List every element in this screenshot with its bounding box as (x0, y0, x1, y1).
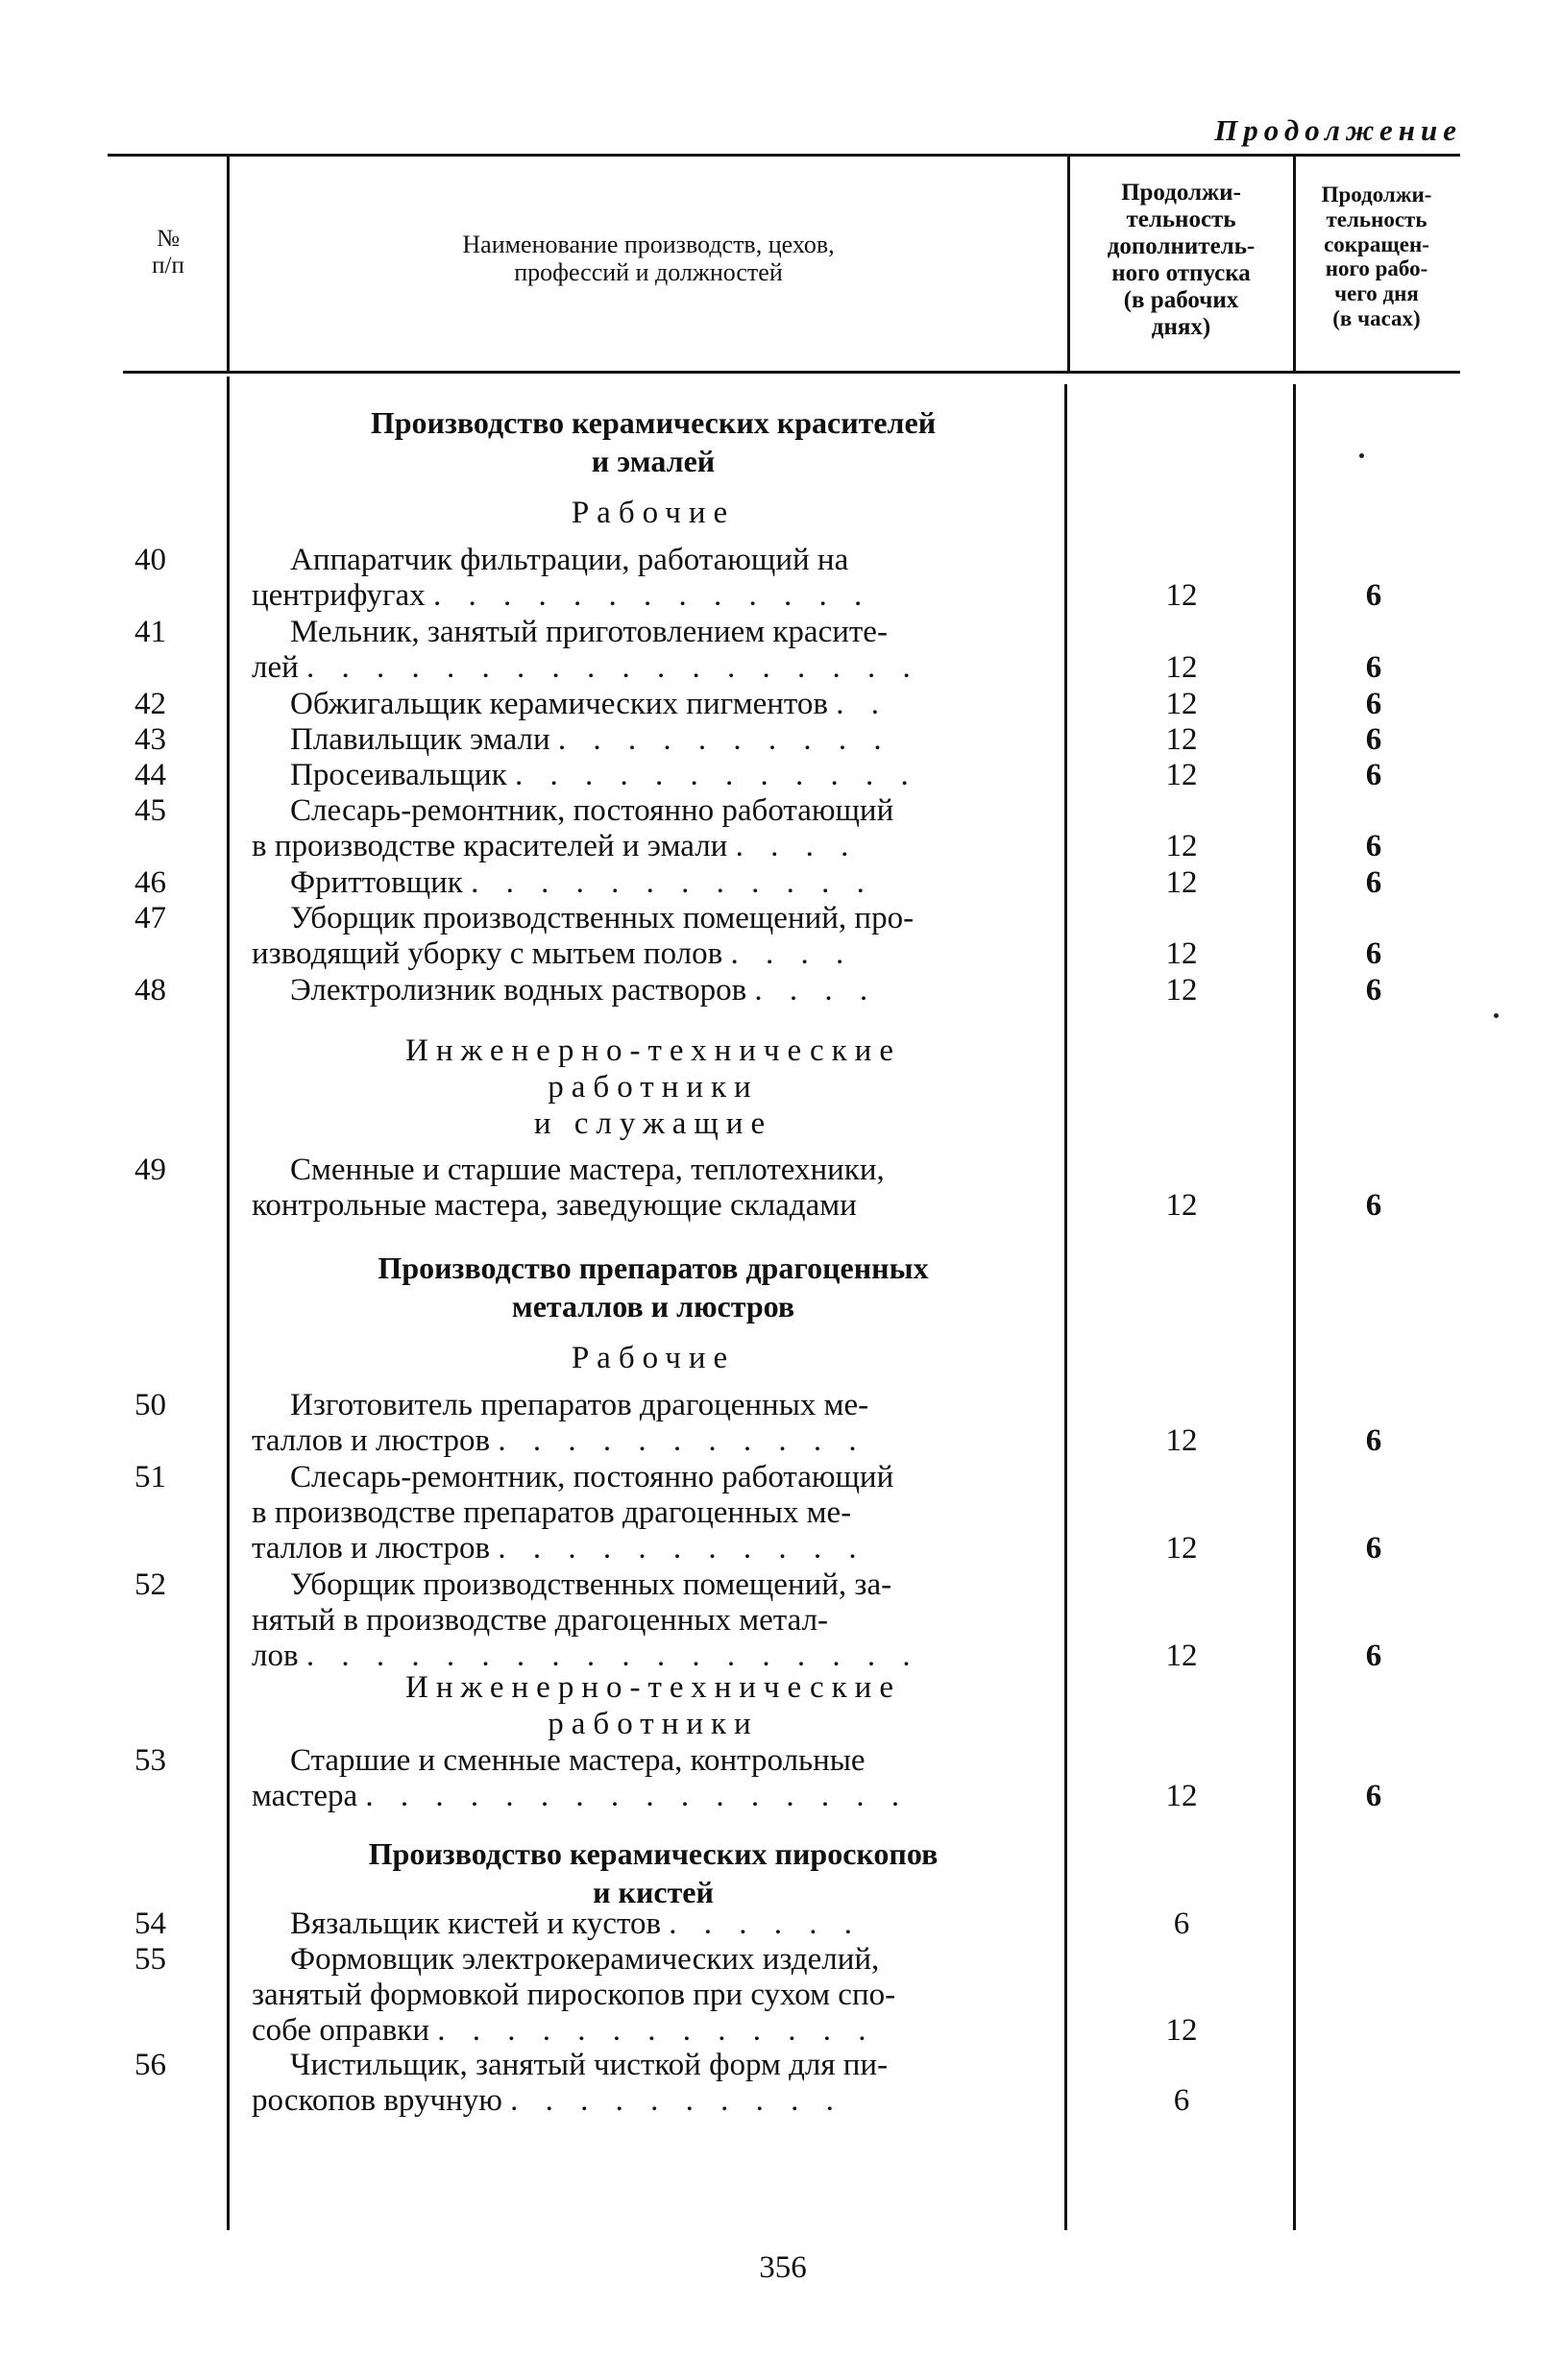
row-name-line: Изготовитель препаратов драгоценных ме- (290, 1388, 869, 1422)
leader-dots: . . (836, 687, 889, 721)
section-title (250, 403, 1057, 480)
reduced-hours: 6 (1365, 1639, 1382, 1673)
leader-dots: . . . . . . (669, 1906, 863, 1941)
title-line: и кистей (593, 1875, 714, 1909)
row-name (252, 543, 1054, 614)
row-name (252, 615, 1054, 686)
row-number: 50 (134, 1388, 166, 1422)
row-number: 42 (134, 687, 166, 721)
header-workday-duration: Продолжи- тельность сокращен- ного рабо- чего дня (в часах) (1321, 182, 1432, 330)
row-name-line: Вязальщик кистей и кустов (290, 1906, 662, 1941)
row-number: 52 (134, 1567, 166, 1602)
vacation-days: 6 (1173, 1906, 1190, 1941)
reduced-hours: 6 (1365, 650, 1382, 685)
leader-dots: . . . . . . . . . . . (498, 1531, 866, 1566)
row-name (252, 687, 1054, 722)
row-name (252, 901, 1054, 972)
row-name-line: роскопов вручную (252, 2083, 502, 2118)
reduced-hours: 6 (1365, 722, 1382, 757)
vacation-days: 12 (1165, 973, 1198, 1008)
column-rule-1 (227, 157, 230, 371)
title-line: металлов и люстров (511, 1289, 795, 1324)
vacation-days: 12 (1165, 650, 1198, 685)
ink-speck (1359, 453, 1364, 458)
vacation-days: 12 (1165, 1531, 1198, 1566)
section-title (250, 1834, 1057, 1911)
row-number: 47 (134, 901, 166, 935)
row-number: 43 (134, 722, 166, 757)
leader-dots: . . . . . . . . . . . . (471, 865, 874, 900)
row-name-line: Мельник, занятый приготовлением красите- (290, 615, 888, 649)
row-name-line: Уборщик производственных помещений, за- (290, 1567, 892, 1602)
reduced-hours: 6 (1365, 936, 1382, 971)
row-name-line: нятый в производстве драгоценных метал- (252, 1603, 829, 1638)
header-vacation-duration: Продолжи- тельность дополнитель- ного отпуска (в рабочих днях) (1107, 180, 1256, 340)
row-name (252, 865, 1054, 901)
subsection-title (250, 1032, 1057, 1142)
row-number: 40 (134, 543, 166, 577)
row-name-line: собе оправки (252, 2013, 429, 2048)
row-name-line: Чистильщик, занятый чисткой форм для пи- (290, 2048, 889, 2082)
reduced-hours: 6 (1365, 578, 1382, 613)
row-name (252, 1942, 1054, 2049)
row-name (252, 1153, 1054, 1224)
row-name (252, 973, 1054, 1008)
header-number: № п/п (152, 226, 184, 279)
column-rule-3-body (1293, 384, 1296, 2230)
row-name-line: в производстве препаратов драгоценных ме- (252, 1495, 852, 1530)
row-name (252, 1460, 1054, 1566)
row-number: 48 (134, 973, 166, 1008)
ink-speck (1494, 1013, 1499, 1018)
row-name (252, 1388, 1054, 1459)
row-name-line: Электролизник водных растворов (290, 973, 747, 1008)
vacation-days: 12 (1165, 1188, 1198, 1223)
subsection-title (250, 495, 1057, 531)
vacation-days: 12 (1165, 829, 1198, 863)
leader-dots: . . . . . . . . . . . . (514, 758, 918, 792)
row-name-line: Плавильщик эмали (290, 722, 550, 757)
title-line: Производство керамических красителей (370, 405, 937, 440)
table-top-rule (108, 154, 1460, 157)
reduced-hours: 6 (1365, 1188, 1382, 1223)
reduced-hours: 6 (1365, 758, 1382, 792)
row-number: 41 (134, 615, 166, 649)
leader-dots: . . . . . . . . . . . . . . . . (365, 1779, 910, 1813)
row-name (252, 1906, 1054, 1942)
row-number: 51 (134, 1460, 166, 1494)
continuation-label: Продолжение (1214, 113, 1462, 147)
leader-dots: . . . . . . . . . . (510, 2083, 843, 2118)
vacation-days: 12 (1165, 1639, 1198, 1673)
leader-dots: . . . . (735, 829, 859, 863)
row-name-line: в производстве красителей и эмали (252, 829, 728, 863)
row-name-line: Обжигальщик керамических пигментов (290, 687, 828, 721)
vacation-days: 12 (1165, 936, 1198, 971)
vacation-days: 6 (1173, 2083, 1190, 2118)
reduced-hours: 6 (1365, 1531, 1382, 1566)
row-name-line: лей (252, 650, 299, 685)
row-name (252, 793, 1054, 864)
column-rule-1-body (227, 376, 230, 2230)
column-rule-2-body (1064, 384, 1067, 2230)
row-name-line: центрифугах (252, 578, 426, 613)
reduced-hours: 6 (1365, 973, 1382, 1008)
row-number: 45 (134, 793, 166, 828)
title-line: Производство препаратов драгоценных (378, 1251, 929, 1285)
title-line: работники (548, 1707, 759, 1741)
leader-dots: . . . . . . . . . . . . . (432, 578, 872, 613)
row-number: 54 (134, 1906, 166, 1941)
leader-dots: . . . . . . . . . . (557, 722, 891, 757)
vacation-days: 12 (1165, 758, 1198, 792)
title-line: Инженерно-технические (405, 1033, 901, 1068)
row-name-line: Сменные и старшие мастера, теплотехники, (290, 1153, 885, 1187)
row-number: 44 (134, 758, 166, 792)
row-name-line: Уборщик производственных помещений, про- (290, 901, 915, 935)
row-name-line: Формовщик электрокерамических изделий, (290, 1942, 880, 1977)
leader-dots: . . . . . . . . . . . . . (437, 2013, 876, 2048)
row-name (252, 758, 1054, 793)
row-name-line: занятый формовкой пироскопов при сухом спо- (252, 1978, 896, 2012)
row-name-line: лов (252, 1639, 299, 1673)
title-line: Рабочие (571, 496, 736, 530)
row-number: 49 (134, 1153, 166, 1187)
row-name (252, 1567, 1054, 1674)
title-line: и служащие (533, 1106, 773, 1141)
row-name-line: Просеивальщик (290, 758, 507, 792)
row-name-line: Старшие и сменные мастера, контрольные (290, 1743, 866, 1778)
row-name-line: Фриттовщик (290, 865, 463, 900)
leader-dots: . . . . . . . . . . . . . . . . . . (306, 650, 920, 685)
vacation-days: 12 (1165, 1423, 1198, 1458)
row-name-line: контрольные мастера, заведующие складами (252, 1188, 857, 1223)
title-line: Инженерно-технические (405, 1670, 901, 1705)
row-name-line: изводящий уборку с мытьем полов (252, 936, 723, 971)
leader-dots: . . . . . . . . . . . (498, 1423, 866, 1458)
row-number: 53 (134, 1743, 166, 1778)
page-number: 356 (759, 2250, 807, 2285)
reduced-hours: 6 (1365, 829, 1382, 863)
row-name-line: таллов и люстров (252, 1531, 491, 1566)
title-line: Рабочие (571, 1341, 736, 1375)
row-name (252, 1743, 1054, 1814)
subsection-title (250, 1669, 1057, 1742)
row-name-line: Слесарь-ремонтник, постоянно работающий (290, 793, 894, 828)
reduced-hours: 6 (1365, 1779, 1382, 1813)
row-name (252, 2048, 1054, 2119)
header-name: Наименование производств, цехов, профессий и должностей (462, 231, 835, 287)
header-bottom-rule (123, 371, 1460, 374)
row-name (252, 722, 1054, 758)
reduced-hours: 6 (1365, 865, 1382, 900)
vacation-days: 12 (1165, 687, 1198, 721)
leader-dots: . . . . (730, 936, 854, 971)
title-line: и эмалей (591, 444, 716, 478)
vacation-days: 12 (1165, 578, 1198, 613)
reduced-hours: 6 (1365, 1423, 1382, 1458)
vacation-days: 12 (1165, 2013, 1198, 2048)
vacation-days: 12 (1165, 722, 1198, 757)
row-name-line: Слесарь-ремонтник, постоянно работающий (290, 1460, 894, 1494)
row-name-line: Аппаратчик фильтрации, работающий на (290, 543, 849, 577)
row-name-line: мастера (252, 1779, 358, 1813)
title-line: Производство керамических пироскопов (368, 1836, 939, 1871)
reduced-hours: 6 (1365, 687, 1382, 721)
row-name-line: таллов и люстров (252, 1423, 491, 1458)
leader-dots: . . . . . . . . . . . . . . . . . . (305, 1639, 920, 1673)
row-number: 55 (134, 1942, 166, 1977)
leader-dots: . . . . (754, 973, 878, 1008)
vacation-days: 12 (1165, 1779, 1198, 1813)
vacation-days: 12 (1165, 865, 1198, 900)
title-line: работники (548, 1070, 759, 1105)
row-number: 56 (134, 2048, 166, 2082)
row-number: 46 (134, 865, 166, 900)
section-title (250, 1249, 1057, 1325)
subsection-title (250, 1340, 1057, 1376)
